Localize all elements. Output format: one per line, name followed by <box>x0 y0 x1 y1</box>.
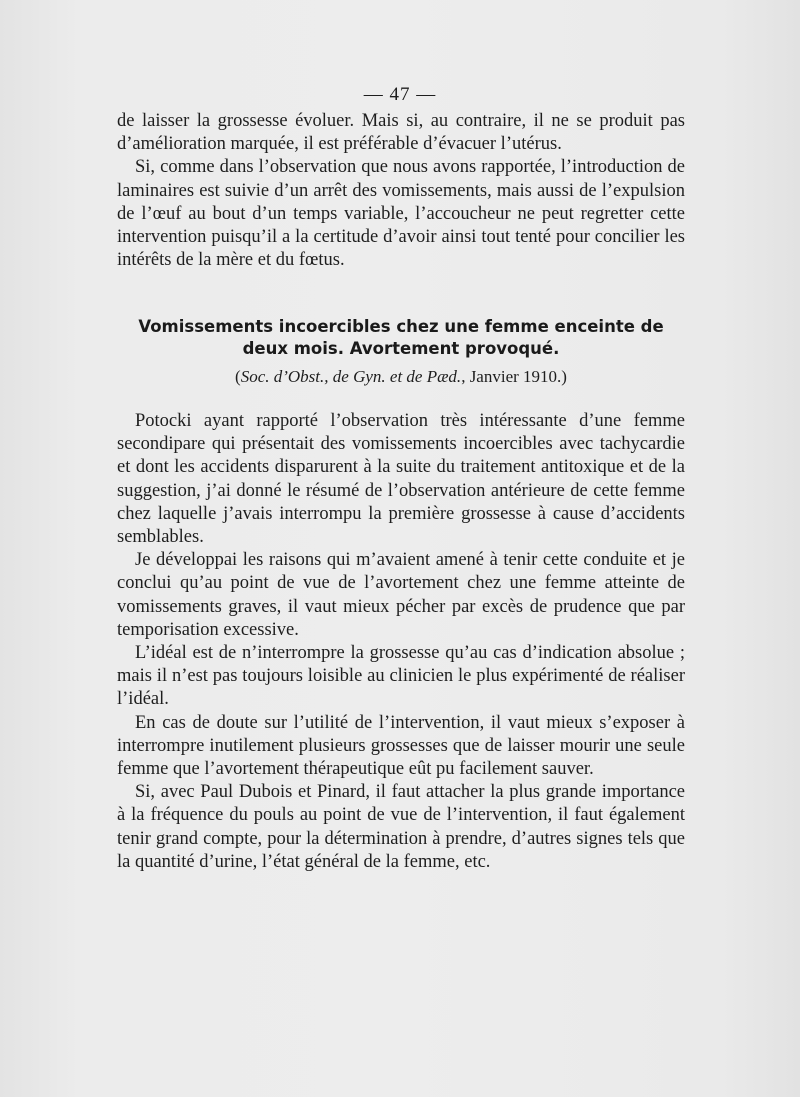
intro-paragraph: Si, comme dans l’observation que nous avons rapportée, l’introduction de laminaires est suivie d’un arrêt des vomissements, mais aussi de l’expulsion de l’œuf au bout d’un temps variable, l’accoucheur ne peut regretter cette intervention puisqu’il a la certitude d’avoir ainsi tout tenté pour concilier les intérêts de la mère et du fœtus. <box>117 157 685 271</box>
body-paragraph: Potocki ayant rapporté l’observation très intéressante d’une femme secondipare qui présentait des vomissements incoercibles avec tachycardie et dont les accidents disparurent à la suite du traitement antitoxique et de la suggestion, j’ai donné le résumé de l’observation antérieure de cette femme chez laquelle j’avais interrompu la première grossesse à cause d’accidents semblables. <box>117 411 685 548</box>
section-title-line: deux mois. Avortement provoqué. <box>242 339 560 358</box>
section-title-line: Vomissements incoercibles chez une femme enceinte de <box>138 317 664 336</box>
body-paragraph: Je développai les raisons qui m’avaient amené à tenir cette conduite et je conclui qu’au point de vue de l’avortement chez une femme atteinte de vomissements graves, il vaut mieux pécher par excès de prudence que par temporisation excessive. <box>117 550 685 640</box>
section-title <box>117 316 685 360</box>
body-paragraph: L’idéal est de n’interrompre la grossesse qu’au cas d’indication absolue ; mais il n’est pas toujours loisible au clinicien le plus expérimenté de réaliser l’idéal. <box>117 643 685 710</box>
body-paragraph: Si, avec Paul Dubois et Pinard, il faut attacher la plus grande importance à la fréquence du pouls au point de vue de l’intervention, il faut également tenir grand compte, pour la détermination à prendre, d’autres signes tels que la quantité d’urine, l’état général de la femme, etc. <box>117 782 685 872</box>
intro-paragraph: de laisser la grossesse évoluer. Mais si, au contraire, il ne se produit pas d’amélioration marquée, il est préférable d’évacuer l’utérus. <box>117 111 685 155</box>
page-number: — 47 — <box>363 84 437 105</box>
section-citation <box>117 366 685 388</box>
citation-source: Soc. d’Obst., de Gyn. et de Pæd. <box>240 367 462 386</box>
citation-date: , Janvier 1910.) <box>461 367 567 386</box>
intro-text <box>117 110 685 272</box>
body-paragraph: En cas de doute sur l’utilité de l’intervention, il vaut mieux s’exposer à interrompre inutilement plusieurs grossesses que de laisser mourir une seule femme que l’avortement thérapeutique eût pu facilement sauver. <box>117 712 685 780</box>
citation-open: ( <box>235 367 241 386</box>
body-text <box>117 410 685 874</box>
